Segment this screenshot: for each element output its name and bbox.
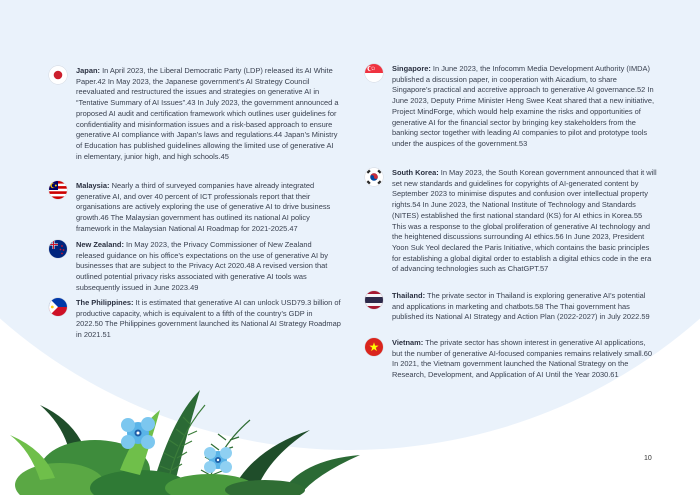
entry-text: In May 2023, the Privacy Commissioner of New Zealand released guidance on his office’s expectations on the use of generative AI by businesses that are subject to the Privacy Act 2020.48 A revised version that outlined potential privacy risks associated with generative AI tools was subsequently issued in June 2023.49 <box>76 240 328 292</box>
country-label: The Philippines: <box>76 298 134 307</box>
country-label: New Zealand: <box>76 240 124 249</box>
flower-icon <box>204 447 232 473</box>
country-label: Singapore: <box>392 64 431 73</box>
entry-text: In May 2023, the South Korean government announced that it will set new standards and guidelines for copyrights of AI-generated content by September 2023 to minimise disputes and confusion over intellectual property rights.54 In June 2023, the National Institute of Technology and Standards (NITES) established the first national standard (KS) for AI ethics in Korea.55 This was a response to the global proliferation of generative AI technology and the heightened discussions surrounding AI ethics.56 In June 2023, President Yoon Suk Yeol declared the Paris Initiative, which contains the basic principles for establishing a global digital order to establish a digital ethics code in the era of advancing technologies such as ChatGPT.57 <box>392 168 657 274</box>
country-label: South Korea: <box>392 168 439 177</box>
country-label: Vietnam: <box>392 338 424 347</box>
page-number: 10 <box>644 455 652 462</box>
country-label: Thailand: <box>392 291 426 300</box>
entry-text: The private sector has shown interest in generative AI applications, but the number of generative AI-focused companies remains relatively small.60 In 2021, the Vietnam government launched the National Strategy on the Research, Development, and Application of AI Until the Year 2030.61 <box>392 338 653 380</box>
entry-text: In June 2023, the Infocomm Media Development Authority (IMDA) published a discussion paper, in cooperation with Aicadium, to share Singapore’s practical and accretive approach to generative AI governance.52 In June 2023, Deputy Prime Minister Heng Swee Keat shared that a new initiative, Project MindForge, which would help examine the risks and opportunities of generative AI for the financial sector by bringing key stakeholders from the banking sector together with leading AI companies to pilot and prototype tools under the auspices of the government.53 <box>392 64 655 148</box>
entry-text: It is estimated that generative AI can unlock USD79.3 billion of productive capacity, which is equivalent to a fifth of the country’s GDP in 2022.50 The Philippines government launched its National AI Strategy Roadmap in 2021.51 <box>76 298 341 340</box>
entry-text: In April 2023, the Liberal Democratic Party (LDP) released its AI White Paper.42 In May 2023, the Japanese government’s AI Strategy Council reevaluated and restructured the issues and strategies on generative AI in “Tentative Summary of AI Issues”.43 In July 2023, the government announced a proposed AI audit and certification framework which outlines user guidelines for confidentiality and misinformation issues and a risk-based approach to ensure generative AI compliance with Japan’s laws and regulations.44 Japan’s Ministry of Education has published guidelines allowing the limited use of generative AI in elementary, junior high, and high schools.45 <box>76 66 339 161</box>
entry-text: Nearly a third of surveyed companies have already integrated generative AI, and over 40 percent of ICT professionals report that their organisations are actively exploring the use of generative AI to drive business growth.46 The Malaysian government has outlined its national AI policy framework in the Malaysian National AI Roadmap for 2021-2025.47 <box>76 181 331 233</box>
country-label: Japan: <box>76 66 100 75</box>
country-label: Malaysia: <box>76 181 110 190</box>
entry-text: The private sector in Thailand is exploring generative AI’s potential and applications in marketing and chatbots.58 The Thai government has published its National AI Strategy and Action Plan (2022-2027) in July 2022.59 <box>392 291 650 322</box>
